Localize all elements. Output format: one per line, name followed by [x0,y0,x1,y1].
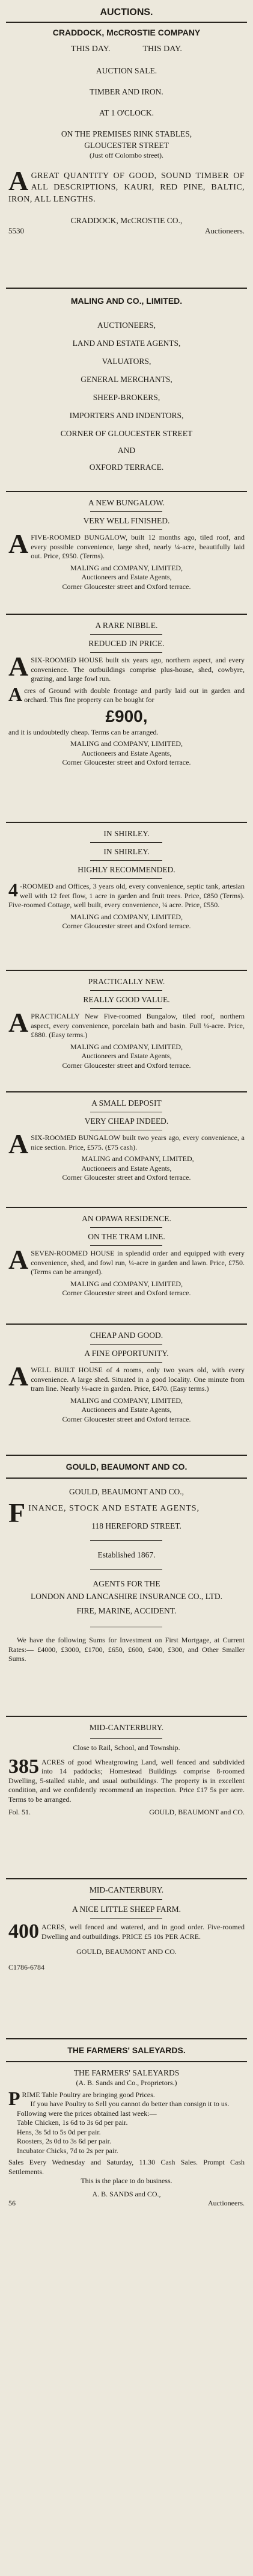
agent-address: Corner Gloucester street and Oxford terrace. [62,922,191,930]
advertiser-banner: GOULD, BEAUMONT AND CO. [66,1462,187,1471]
price: £900, [105,706,148,726]
listing-text: ACRES of good Wheatgrowing Land, well fenced and subdivided into 14 paddocks; Homestead Buildings comprise 8-roomed Dwelling, 5-stalled stable, and usual outbuildings. The property is in excellent condition, and we confidently recommend an inspection. Price £17 5s per acre. Terms to be arranged. [8,1757,245,1804]
divider [90,1738,162,1739]
listing-subtitle: A FINE OPPORTUNITY. [84,1349,169,1358]
timber-iron: TIMBER AND IRON. [90,87,163,96]
listing-title: A SMALL DEPOSIT [91,1098,162,1108]
ad-body: AGREAT QUANTITY OF GOOD, SOUND TIMBER OF ALL DESCRIPTIONS, KAURI, RED PINE, BALTIC, IRON, ALL LENGTHS. [8,165,245,204]
divider [90,1245,162,1246]
mid-canterbury-farm-ad [8,1722,245,1817]
advertiser-banner: THE FARMERS' SALEYARDS. [67,2045,186,2055]
address-line: AND [117,446,136,455]
gould-ad [8,1486,245,1664]
small-deposit-ad [8,1097,245,1183]
auction-time: AT 1 O'CLOCK. [99,108,154,117]
listing-subtitle: REDUCED IN PRICE. [88,639,165,648]
agent-name: MALING and COMPANY, LIMITED, [70,563,183,572]
ad-body: If you have Poultry to Sell you cannot do better than consign it to us. [30,2100,230,2108]
insurance-cover: FIRE, MARINE, ACCIDENT. [76,1606,177,1615]
listing-subtitle: Close to Rail, School, and Township. [73,1743,180,1752]
signature: A. B. SANDS and CO., [92,2189,161,2198]
listing-subtitle: ON THE TRAM LINE. [88,1232,165,1241]
bungalow-ad [8,497,245,591]
opawa-ad [8,1213,245,1298]
rare-nibble-ad [8,620,245,768]
office-address: 118 HEREFORD STREET. [91,1521,181,1530]
agent-name: MALING and COMPANY, LIMITED, [81,1154,194,1163]
divider [90,878,162,879]
agent-role: Auctioneers and Estate Agents, [81,573,172,581]
acreage: 385 [8,1755,39,1778]
divider [6,1323,247,1325]
advertiser-name: CRADDOCK, McCROSTIE COMPANY [52,28,201,37]
agent-name: MALING and COMPANY, LIMITED, [70,912,183,921]
agent-address: Corner Gloucester street and Oxford terrace. [62,1061,191,1070]
divider [90,1344,162,1345]
auction-sale: AUCTION SALE. [96,66,157,75]
listing-title: AN OPAWA RESIDENCE. [82,1214,171,1223]
date-line [8,43,245,55]
listing-title: MID-CANTERBURY. [89,1723,164,1732]
footer-row [8,1808,245,1817]
reference-number: C1786-6784 [8,1962,44,1971]
price-line: Roosters, 2s 0d to 3s 6d per pair. [17,2137,111,2145]
ad-body: Following were the prices obtained last week:— [17,2109,157,2118]
agent-role: Auctioneers and Estate Agents, [81,1405,172,1414]
service-line: IMPORTERS AND INDENTORS, [69,411,184,420]
advertiser-name: MALING AND CO., LIMITED. [70,296,183,306]
agent-role: Auctioneers and Estate Agents, [81,1052,172,1060]
divider [6,1478,247,1479]
divider [6,1455,247,1456]
advertiser-name: THE FARMERS' SALEYARDS [73,2068,180,2077]
divider [6,1716,247,1717]
this-day: THIS DAY. [71,45,111,54]
listing-subtitle: VERY CHEAP INDEED. [84,1117,169,1126]
divider [6,22,247,23]
address-line: CORNER OF GLOUCESTER STREET [60,429,193,438]
listing-body: ASEVEN-ROOMED HOUSE in splendid order and equipped with every convenience, shed, and fowl run, ¼-acre in garden and lawn. Price, £750. (Terms can be arranged). [8,1244,245,1276]
service-line: AUCTIONEERS, [97,321,156,330]
listing-body: ASIX-ROOMED HOUSE built six years ago, northern aspect, and every convenience. The outbuildings comprise plus-house, shed, cowbyre, grazing, and large fowl run. [8,651,245,683]
listing-body [8,1920,245,1943]
agent-address: Corner Gloucester street and Oxford terrace. [62,758,191,766]
proprietors: (A. B. Sands and Co., Proprietors.) [76,2078,177,2087]
divider [90,511,162,512]
divider [6,491,247,492]
practically-new-ad [8,976,245,1070]
divider [6,1207,247,1208]
divider [6,2061,247,2062]
agent-role: Auctioneers and Estate Agents, [81,748,172,757]
listing-title: PRACTICALLY NEW. [88,977,165,986]
divider [6,822,247,823]
listing-body: AFIVE-ROOMED BUNGALOW, built 12 months ago, tiled roof, and every possible convenience, large shed, nearly ¼-acre, beautifully laid out. Price, £950. (Terms). [8,528,245,560]
divider [90,1227,162,1228]
price-line: Hens, 3s 5d to 5s 0d per pair. [17,2127,101,2136]
divider [90,842,162,843]
loans-text: We have the following Sums for Investment on First Mortgage, at Current Rates:— £4000, £3000, £1700, £650, £600, £400, £300, and Other Smaller Sums. [8,1636,245,1663]
saleyards-ad [8,2067,245,2208]
role: Auctioneers. [208,2199,245,2207]
address-line: OXFORD TERRACE. [89,463,164,472]
agent-address: Corner Gloucester street and Oxford terrace. [62,1414,191,1423]
reference-number: 56 [8,2199,16,2207]
agent-name: GOULD, BEAUMONT AND CO. [76,1947,177,1956]
listing-title: CHEAP AND GOOD. [90,1331,163,1340]
street-note: (Just off Colombo street). [89,151,164,159]
agent-name: MALING and COMPANY, LIMITED, [70,1396,183,1405]
agent-role: Auctioneers and Estate Agents, [81,1163,172,1172]
divider [90,1540,162,1541]
listing-body [8,1755,245,1805]
advertiser-name: GOULD, BEAUMONT AND CO., [69,1487,184,1496]
divider [90,1569,162,1570]
listing-body: ASIX-ROOMED BUNGALOW built two years ago, every convenience, a nice section. Price, £575. (£75 cash). [8,1129,245,1159]
agent-name: MALING and COMPANY, LIMITED, [70,1279,183,1288]
insurance-company: LONDON AND LANCASHIRE INSURANCE CO., LTD. [30,1592,222,1601]
established: Established 1867. [97,1550,156,1559]
price-line: Incubator Chicks, 7d to 2s per pair. [17,2146,118,2155]
business-description: FINANCE, STOCK AND ESTATE AGENTS, [8,1497,200,1528]
listing-subtitle: HIGHLY RECOMMENDED. [78,865,175,874]
page-header: AUCTIONS. [100,7,153,17]
folio-ref: Fol. 51. [8,1808,31,1816]
agent-address: Corner Gloucester street and Oxford terrace. [62,582,191,591]
divider [6,288,247,289]
maling-header-ad [8,295,245,476]
listing-title: IN SHIRLEY. [103,847,150,856]
listing-body: and it is undoubtedly cheap. Terms can be arranged. [8,727,159,736]
listing-subtitle: VERY WELL FINISHED. [83,516,170,525]
ad-body: PRIME Table Poultry are bringing good Prices. [8,2087,155,2109]
listing-title: MID-CANTERBURY. [89,1885,164,1894]
listing-text: ACRES, well fenced and watered, and in good order. Five-roomed Dwelling and outbuildings. PRICE £5 10s PER ACRE. [41,1923,245,1941]
divider [90,1899,162,1900]
listing-body: 4-ROOMED and Offices, 3 years old, every convenience, septic tank, artesian well with 12 feet flow, 1 acre in garden and fruit trees. Price, £850 (Terms). Five-roomed Cottage, well built, every convenience, ¼ acre. Price, £550. [8,879,245,909]
premises: ON THE PREMISES RINK STABLES, [61,129,192,138]
listing-title: A NEW BUNGALOW. [88,498,165,507]
shirley-ad [8,828,245,931]
business-note: This is the place to do business. [81,2177,172,2185]
street: GLOUCESTER STREET [84,141,169,150]
footer-row [8,226,245,236]
divider [90,1008,162,1009]
listing-body: Acres of Ground with double frontage and partly laid out in garden and orchard. This fine property can be bought for [8,683,245,705]
divider [6,1091,247,1092]
divider [90,652,162,653]
divider [90,990,162,991]
divider [90,1362,162,1363]
listing-body: AWELL BUILT HOUSE of 4 rooms, only two years old, with every convenience. A large shed. Situated in a good locality. One minute from tram line. Nearly ¼-acre in garden. Price, £470. (Easy terms.) [8,1361,245,1393]
service-line: VALUATORS, [102,357,151,366]
footer-row [8,2199,245,2208]
role: Auctioneers. [204,226,245,235]
divider [6,2038,247,2039]
divider [90,1918,162,1919]
listing-body: APRACTICALLY New Five-roomed Bungalow, tiled roof, northern aspect, every convenience, porcelain bath and basin. Full ¼-acre. Price, £880. (Easy terms.) [8,1007,245,1039]
acreage: 400 [8,1920,39,1943]
sales-schedule: Sales Every Wednesday and Saturday, 11.30 Cash Sales. Prompt Cash Settlements. [8,2158,245,2176]
divider [6,1878,247,1879]
divider [6,614,247,615]
reference-number: 5530 [8,226,24,235]
this-day-repeat: THIS DAY. [142,45,182,54]
agent-name: GOULD, BEAUMONT and CO. [149,1808,245,1816]
agent-name: MALING and COMPANY, LIMITED, [70,739,183,748]
service-line: GENERAL MERCHANTS, [81,375,172,384]
service-line: SHEEP-BROKERS, [93,393,160,402]
mid-canterbury-sheep-ad [8,1884,245,1972]
craddock-ad [8,26,245,236]
divider [6,970,247,971]
listing-subtitle: REALLY GOOD VALUE. [83,995,170,1004]
divider [90,529,162,530]
listing-title: A RARE NIBBLE. [95,621,158,630]
signature: CRADDOCK, McCROSTIE CO., [70,216,183,225]
divider [90,860,162,861]
price-line: Table Chicken, 1s 6d to 3s 6d per pair. [17,2118,128,2127]
service-line: LAND AND ESTATE AGENTS, [72,339,181,348]
agent-name: MALING and COMPANY, LIMITED, [70,1042,183,1051]
agent-address: Corner Gloucester street and Oxford terrace. [62,1289,191,1297]
listing-title: IN SHIRLEY. [103,829,150,838]
listing-subtitle: A NICE LITTLE SHEEP FARM. [72,1905,181,1914]
cheap-good-ad [8,1330,245,1424]
agent-address: Corner Gloucester street and Oxford terrace. [62,1173,191,1182]
divider [90,634,162,635]
agents-for: AGENTS FOR THE [93,1579,160,1588]
